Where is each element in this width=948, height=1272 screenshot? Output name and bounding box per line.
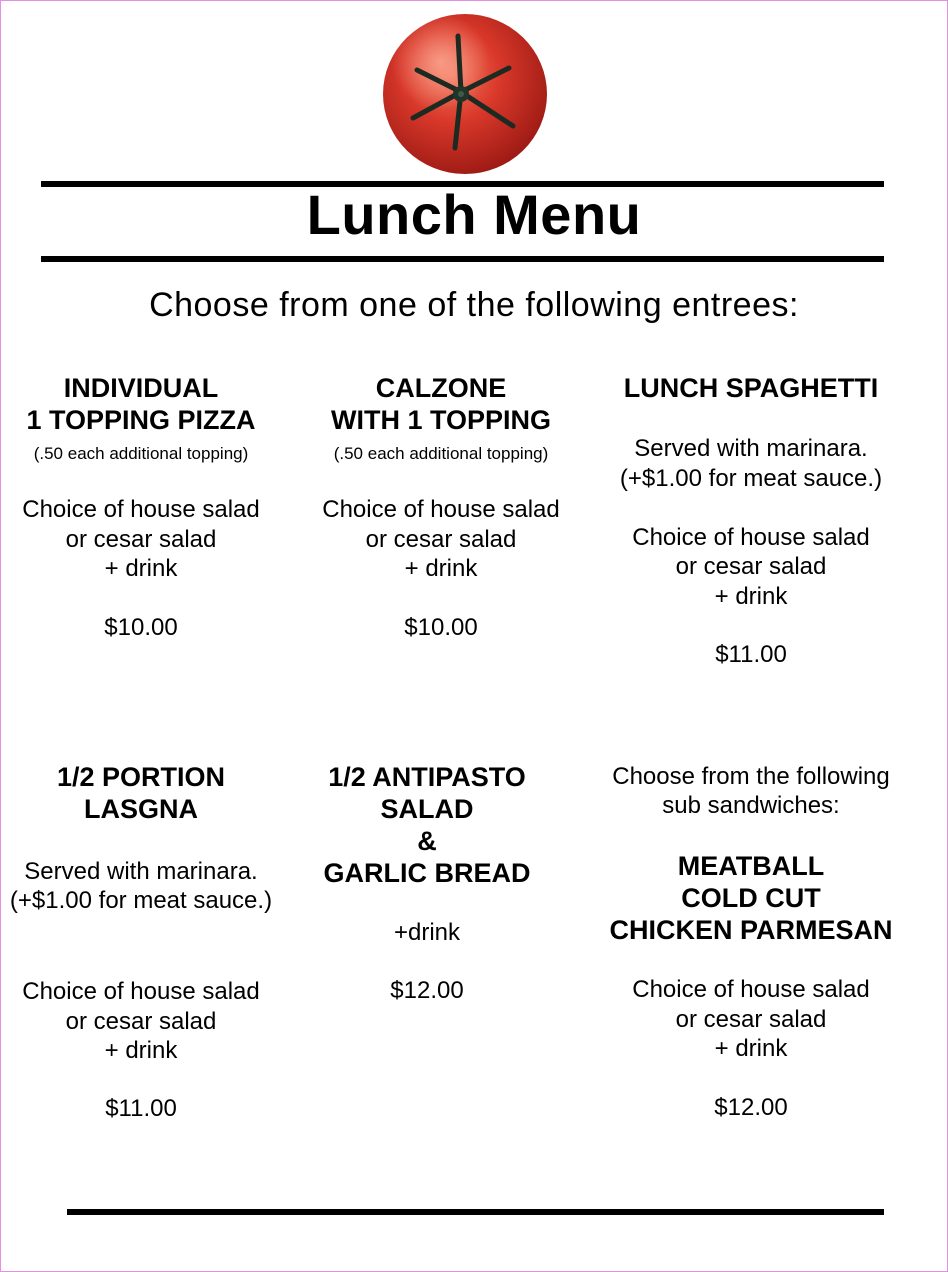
tomato-icon — [381, 8, 549, 176]
item-description: (+$1.00 for meat sauce.) — [9, 887, 273, 914]
title-rule — [41, 256, 884, 262]
item-heading: 1 TOPPING PIZZA — [26, 405, 256, 435]
menu-subtitle: Choose from one of the following entrees: — [149, 286, 799, 324]
item-price: $11.00 — [105, 1095, 177, 1122]
item-price: $12.00 — [390, 977, 464, 1004]
item-heading: & — [417, 826, 437, 856]
item-side: + drink — [714, 1035, 788, 1062]
sub-option: CHICKEN PARMESAN — [609, 915, 893, 945]
item-price: $11.00 — [715, 641, 787, 668]
item-description: (+$1.00 for meat sauce.) — [619, 465, 883, 492]
item-side: Choice of house salad — [322, 496, 560, 523]
item-side: + drink — [104, 1037, 178, 1064]
item-intro: sub sandwiches: — [662, 792, 840, 819]
item-side: Choice of house salad — [632, 976, 870, 1003]
item-price: $10.00 — [104, 614, 178, 641]
item-heading: LUNCH SPAGHETTI — [623, 373, 879, 403]
item-intro: Choose from the following — [612, 763, 890, 790]
item-heading: 1/2 PORTION — [56, 762, 226, 792]
sub-option: COLD CUT — [681, 883, 821, 913]
item-price: $12.00 — [714, 1094, 788, 1121]
item-side: Choice of house salad — [22, 496, 260, 523]
item-description: Served with marinara. — [634, 435, 868, 462]
bottom-rule — [67, 1209, 884, 1215]
item-heading: SALAD — [380, 794, 474, 824]
item-side: or cesar salad — [65, 526, 217, 553]
item-heading: WITH 1 TOPPING — [330, 405, 552, 435]
item-side: Choice of house salad — [632, 524, 870, 551]
item-side: Choice of house salad — [22, 978, 260, 1005]
item-heading: 1/2 ANTIPASTO — [328, 762, 526, 792]
item-side: +drink — [393, 919, 461, 946]
item-side: or cesar salad — [365, 526, 517, 553]
page-title: Lunch Menu — [306, 183, 642, 246]
item-heading: INDIVIDUAL — [63, 373, 219, 403]
item-side: or cesar salad — [675, 1006, 827, 1033]
item-side: or cesar salad — [65, 1008, 217, 1035]
item-heading: LASGNA — [84, 794, 198, 824]
item-description: Served with marinara. — [24, 858, 258, 885]
item-side: + drink — [404, 555, 478, 582]
item-heading: GARLIC BREAD — [323, 858, 531, 888]
item-price: $10.00 — [404, 614, 478, 641]
sub-option: MEATBALL — [677, 851, 825, 881]
item-side: or cesar salad — [675, 553, 827, 580]
item-note: (.50 each additional topping) — [333, 444, 549, 463]
item-heading: CALZONE — [375, 373, 507, 403]
item-side: + drink — [104, 555, 178, 582]
item-note: (.50 each additional topping) — [33, 444, 249, 463]
item-side: + drink — [714, 583, 788, 610]
